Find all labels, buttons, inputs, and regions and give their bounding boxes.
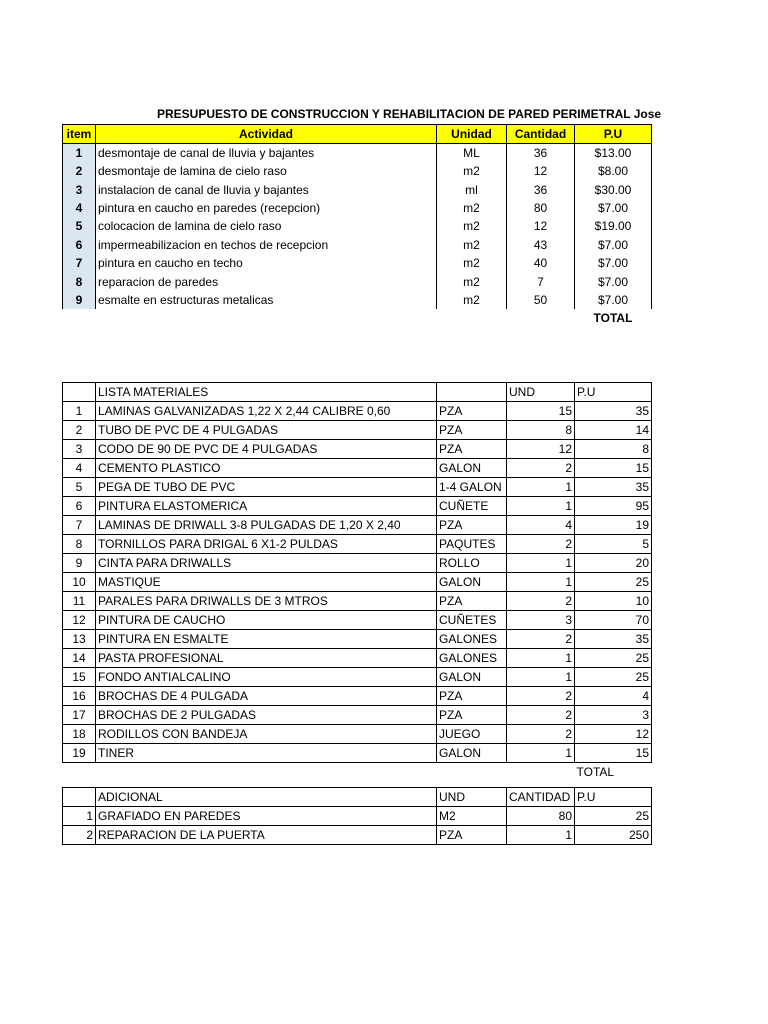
- material-row: [63, 478, 652, 497]
- cell-description[interactable]: BROCHAS DE 4 PULGADA: [96, 687, 437, 706]
- materials-header-row: [63, 383, 652, 402]
- cell-number[interactable]: 8: [63, 535, 96, 554]
- cell-quantity[interactable]: 2: [507, 535, 575, 554]
- cell-pu[interactable]: $7.00: [575, 291, 652, 309]
- additional-header-desc[interactable]: ADICIONAL: [96, 788, 437, 807]
- cell-actividad[interactable]: impermeabilizacion en techos de recepcion: [96, 236, 437, 254]
- cell-item[interactable]: 2: [63, 162, 96, 180]
- cell-unit[interactable]: PZA: [437, 592, 507, 611]
- material-row: [63, 573, 652, 592]
- cell-cantidad[interactable]: 7: [507, 272, 575, 290]
- material-row: [63, 744, 652, 763]
- cell-unit[interactable]: JUEGO: [437, 725, 507, 744]
- budget-row: [63, 291, 652, 309]
- material-row: [63, 402, 652, 421]
- cell-quantity[interactable]: 2: [507, 706, 575, 725]
- cell-pu[interactable]: $8.00: [575, 162, 652, 180]
- cell-actividad[interactable]: desmontaje de canal de lluvia y bajantes: [96, 144, 437, 163]
- cell-unit-price[interactable]: 70: [575, 611, 652, 630]
- material-row: [63, 554, 652, 573]
- cell-unit-price[interactable]: 95: [575, 497, 652, 516]
- cell-unit-price[interactable]: 25: [575, 573, 652, 592]
- cell-quantity[interactable]: 2: [507, 630, 575, 649]
- cell-actividad[interactable]: esmalte en estructuras metalicas: [96, 291, 437, 309]
- cell-quantity[interactable]: 1: [507, 649, 575, 668]
- material-row: [63, 706, 652, 725]
- cell-number[interactable]: 18: [63, 725, 96, 744]
- cell-quantity[interactable]: 8: [507, 421, 575, 440]
- material-row: [63, 649, 652, 668]
- cell-description[interactable]: REPARACION DE LA PUERTA: [96, 826, 437, 845]
- cell-number[interactable]: 1: [63, 402, 96, 421]
- cell-pu[interactable]: $7.00: [575, 254, 652, 272]
- cell-description[interactable]: CODO DE 90 DE PVC DE 4 PULGADAS: [96, 440, 437, 459]
- cell-quantity[interactable]: 1: [507, 554, 575, 573]
- cell-unit-price[interactable]: 35: [575, 630, 652, 649]
- cell-quantity[interactable]: 4: [507, 516, 575, 535]
- cell-unidad[interactable]: m2: [437, 254, 507, 272]
- cell-number[interactable]: 19: [63, 744, 96, 763]
- cell-description[interactable]: PEGA DE TUBO DE PVC: [96, 478, 437, 497]
- cell-number[interactable]: 2: [63, 421, 96, 440]
- cell-unit[interactable]: GALON: [437, 668, 507, 687]
- cell-description[interactable]: TUBO DE PVC DE 4 PULGADAS: [96, 421, 437, 440]
- budget-row: [63, 236, 652, 254]
- cell-description[interactable]: CINTA PARA DRIWALLS: [96, 554, 437, 573]
- cell-item[interactable]: 1: [63, 144, 96, 163]
- additional-header-und[interactable]: UND: [437, 788, 507, 807]
- cell-unit[interactable]: PZA: [437, 687, 507, 706]
- material-row: [63, 516, 652, 535]
- cell-cantidad[interactable]: 36: [507, 144, 575, 163]
- cell-description[interactable]: GRAFIADO EN PAREDES: [96, 807, 437, 826]
- cell-pu[interactable]: $13.00: [575, 144, 652, 163]
- cell-quantity[interactable]: 1: [507, 478, 575, 497]
- cell-number[interactable]: 1: [63, 807, 96, 826]
- cell-pu[interactable]: $30.00: [575, 180, 652, 198]
- cell-unidad[interactable]: ml: [437, 180, 507, 198]
- cell-description[interactable]: PINTURA DE CAUCHO: [96, 611, 437, 630]
- cell-unit-price[interactable]: 25: [575, 807, 652, 826]
- cell-description[interactable]: TORNILLOS PARA DRIGAL 6 X1-2 PULDAS: [96, 535, 437, 554]
- cell-empty: [507, 309, 575, 327]
- cell-empty[interactable]: [63, 383, 96, 402]
- materials-header-desc[interactable]: LISTA MATERIALES: [96, 383, 437, 402]
- cell-cantidad[interactable]: 12: [507, 217, 575, 235]
- cell-quantity[interactable]: 1: [507, 573, 575, 592]
- cell-item[interactable]: 6: [63, 236, 96, 254]
- cell-number[interactable]: 14: [63, 649, 96, 668]
- budget-row: [63, 217, 652, 235]
- materials-total-row: [63, 763, 652, 782]
- cell-quantity[interactable]: 1: [507, 497, 575, 516]
- cell-unit-price[interactable]: 5: [575, 535, 652, 554]
- budget-title: PRESUPUESTO DE CONSTRUCCION Y REHABILITACION DE PARED PERIMETRAL Jose: [157, 107, 662, 121]
- cell-unit-price[interactable]: 8: [575, 440, 652, 459]
- cell-empty: [437, 309, 507, 327]
- cell-cantidad[interactable]: 12: [507, 162, 575, 180]
- cell-number[interactable]: 15: [63, 668, 96, 687]
- cell-number[interactable]: 3: [63, 440, 96, 459]
- cell-quantity[interactable]: 1: [507, 668, 575, 687]
- cell-unit-price[interactable]: 35: [575, 402, 652, 421]
- cell-empty: [437, 763, 507, 782]
- cell-pu[interactable]: $7.00: [575, 236, 652, 254]
- cell-item[interactable]: 7: [63, 254, 96, 272]
- cell-item[interactable]: 9: [63, 291, 96, 309]
- cell-actividad[interactable]: desmontaje de lamina de cielo raso: [96, 162, 437, 180]
- material-row: [63, 459, 652, 478]
- cell-unit-price[interactable]: 250: [575, 826, 652, 845]
- budget-row: [63, 144, 652, 163]
- cell-quantity[interactable]: 2: [507, 725, 575, 744]
- cell-number[interactable]: 11: [63, 592, 96, 611]
- cell-unidad[interactable]: m2: [437, 162, 507, 180]
- cell-item[interactable]: 8: [63, 272, 96, 290]
- cell-number[interactable]: 12: [63, 611, 96, 630]
- cell-item[interactable]: 5: [63, 217, 96, 235]
- budget-row: [63, 180, 652, 198]
- cell-pu[interactable]: $7.00: [575, 199, 652, 217]
- cell-description[interactable]: LAMINAS GALVANIZADAS 1,22 X 2,44 CALIBRE 0,60: [96, 402, 437, 421]
- material-row: [63, 687, 652, 706]
- cell-quantity[interactable]: 12: [507, 440, 575, 459]
- cell-cantidad[interactable]: 80: [507, 199, 575, 217]
- cell-unidad[interactable]: m2: [437, 199, 507, 217]
- cell-empty[interactable]: [63, 788, 96, 807]
- cell-number[interactable]: 13: [63, 630, 96, 649]
- cell-quantity[interactable]: 2: [507, 687, 575, 706]
- additional-header-cant[interactable]: CANTIDAD: [507, 788, 575, 807]
- cell-actividad[interactable]: pintura en caucho en techo: [96, 254, 437, 272]
- budget-row: [63, 162, 652, 180]
- additional-row: [63, 807, 652, 826]
- cell-unit-price[interactable]: 15: [575, 744, 652, 763]
- material-row: [63, 592, 652, 611]
- budget-table: [62, 124, 652, 328]
- cell-description[interactable]: CEMENTO PLASTICO: [96, 459, 437, 478]
- cell-description[interactable]: MASTIQUE: [96, 573, 437, 592]
- cell-unit-price[interactable]: 3: [575, 706, 652, 725]
- cell-pu[interactable]: $19.00: [575, 217, 652, 235]
- cell-actividad[interactable]: reparacion de paredes: [96, 272, 437, 290]
- additional-row: [63, 826, 652, 845]
- cell-cantidad[interactable]: 36: [507, 180, 575, 198]
- cell-number[interactable]: 10: [63, 573, 96, 592]
- cell-unit-price[interactable]: 20: [575, 554, 652, 573]
- cell-unit-price[interactable]: 35: [575, 478, 652, 497]
- cell-unit[interactable]: ROLLO: [437, 554, 507, 573]
- cell-cantidad[interactable]: 43: [507, 236, 575, 254]
- cell-unit-price[interactable]: 12: [575, 725, 652, 744]
- cell-actividad[interactable]: pintura en caucho en paredes (recepcion): [96, 199, 437, 217]
- cell-unit[interactable]: PZA: [437, 421, 507, 440]
- cell-unit[interactable]: PAQUTES: [437, 535, 507, 554]
- cell-quantity[interactable]: 3: [507, 611, 575, 630]
- cell-unit[interactable]: M2: [437, 807, 507, 826]
- cell-number[interactable]: 7: [63, 516, 96, 535]
- materials-table: [62, 382, 652, 781]
- cell-description[interactable]: FONDO ANTIALCALINO: [96, 668, 437, 687]
- material-row: [63, 440, 652, 459]
- cell-unit[interactable]: PZA: [437, 402, 507, 421]
- budget-row: [63, 272, 652, 290]
- material-row: [63, 725, 652, 744]
- cell-unit[interactable]: GALONES: [437, 649, 507, 668]
- additional-table: [62, 787, 652, 845]
- cell-cantidad[interactable]: 50: [507, 291, 575, 309]
- cell-unit[interactable]: PZA: [437, 440, 507, 459]
- cell-unit[interactable]: CUÑETE: [437, 497, 507, 516]
- cell-unidad[interactable]: m2: [437, 291, 507, 309]
- budget-row: [63, 254, 652, 272]
- material-row: [63, 497, 652, 516]
- cell-unit[interactable]: CUÑETES: [437, 611, 507, 630]
- cell-unit-price[interactable]: 19: [575, 516, 652, 535]
- budget-header-row: [63, 125, 652, 144]
- material-row: [63, 611, 652, 630]
- cell-unidad[interactable]: m2: [437, 272, 507, 290]
- cell-unit-price[interactable]: 14: [575, 421, 652, 440]
- header-unidad[interactable]: Unidad: [437, 125, 507, 144]
- cell-unidad[interactable]: ML: [437, 144, 507, 163]
- cell-unit[interactable]: 1-4 GALON: [437, 478, 507, 497]
- cell-quantity[interactable]: 1: [507, 744, 575, 763]
- cell-unit[interactable]: PZA: [437, 706, 507, 725]
- cell-quantity[interactable]: 2: [507, 459, 575, 478]
- cell-number[interactable]: 6: [63, 497, 96, 516]
- cell-unidad[interactable]: m2: [437, 217, 507, 235]
- materials-header-und[interactable]: UND: [507, 383, 575, 402]
- cell-description[interactable]: RODILLOS CON BANDEJA: [96, 725, 437, 744]
- cell-unit-price[interactable]: 25: [575, 668, 652, 687]
- budget-row: [63, 199, 652, 217]
- cell-empty: [507, 763, 575, 782]
- header-item[interactable]: item: [63, 125, 96, 144]
- cell-unit[interactable]: PZA: [437, 516, 507, 535]
- cell-empty: [96, 309, 437, 327]
- cell-pu[interactable]: $7.00: [575, 272, 652, 290]
- header-cantidad[interactable]: Cantidad: [507, 125, 575, 144]
- additional-header-row: [63, 788, 652, 807]
- cell-description[interactable]: PASTA PROFESIONAL: [96, 649, 437, 668]
- cell-unit-price[interactable]: 4: [575, 687, 652, 706]
- cell-number[interactable]: 16: [63, 687, 96, 706]
- cell-empty: [63, 309, 96, 327]
- cell-number[interactable]: 4: [63, 459, 96, 478]
- cell-quantity[interactable]: 2: [507, 592, 575, 611]
- cell-unit[interactable]: PZA: [437, 826, 507, 845]
- cell-description[interactable]: TINER: [96, 744, 437, 763]
- cell-unit[interactable]: GALONES: [437, 630, 507, 649]
- cell-empty[interactable]: [437, 383, 507, 402]
- cell-item[interactable]: 3: [63, 180, 96, 198]
- cell-unit[interactable]: GALON: [437, 744, 507, 763]
- cell-actividad[interactable]: instalacion de canal de lluvia y bajantes: [96, 180, 437, 198]
- cell-description[interactable]: LAMINAS DE DRIWALL 3-8 PULGADAS DE 1,20 X 2,40: [96, 516, 437, 535]
- cell-cantidad[interactable]: 40: [507, 254, 575, 272]
- cell-unidad[interactable]: m2: [437, 236, 507, 254]
- material-row: [63, 668, 652, 687]
- cell-number[interactable]: 9: [63, 554, 96, 573]
- cell-empty: [96, 763, 437, 782]
- cell-number[interactable]: 2: [63, 826, 96, 845]
- material-row: [63, 630, 652, 649]
- cell-unit-price[interactable]: 10: [575, 592, 652, 611]
- cell-description[interactable]: PARALES PARA DRIWALLS DE 3 MTROS: [96, 592, 437, 611]
- material-row: [63, 421, 652, 440]
- budget-total-row: [63, 309, 652, 327]
- budget-total-label[interactable]: TOTAL: [593, 311, 633, 326]
- cell-quantity[interactable]: 80: [507, 807, 575, 826]
- cell-description[interactable]: BROCHAS DE 2 PULGADAS: [96, 706, 437, 725]
- cell-description[interactable]: PINTURA EN ESMALTE: [96, 630, 437, 649]
- cell-actividad[interactable]: colocacion de lamina de cielo raso: [96, 217, 437, 235]
- cell-number[interactable]: 5: [63, 478, 96, 497]
- materials-header-pu[interactable]: P.U: [575, 383, 652, 402]
- cell-unit[interactable]: GALON: [437, 459, 507, 478]
- header-actividad[interactable]: Actividad: [96, 125, 437, 144]
- cell-unit-price[interactable]: 15: [575, 459, 652, 478]
- cell-unit[interactable]: GALON: [437, 573, 507, 592]
- materials-total-label[interactable]: TOTAL: [576, 765, 615, 779]
- header-pu[interactable]: P.U: [575, 125, 652, 144]
- cell-empty: [63, 763, 96, 782]
- material-row: [63, 535, 652, 554]
- cell-description[interactable]: PINTURA ELASTOMERICA: [96, 497, 437, 516]
- cell-unit-price[interactable]: 25: [575, 649, 652, 668]
- cell-number[interactable]: 17: [63, 706, 96, 725]
- cell-quantity[interactable]: 1: [507, 826, 575, 845]
- cell-quantity[interactable]: 15: [507, 402, 575, 421]
- cell-item[interactable]: 4: [63, 199, 96, 217]
- additional-header-pu[interactable]: P.U: [575, 788, 652, 807]
